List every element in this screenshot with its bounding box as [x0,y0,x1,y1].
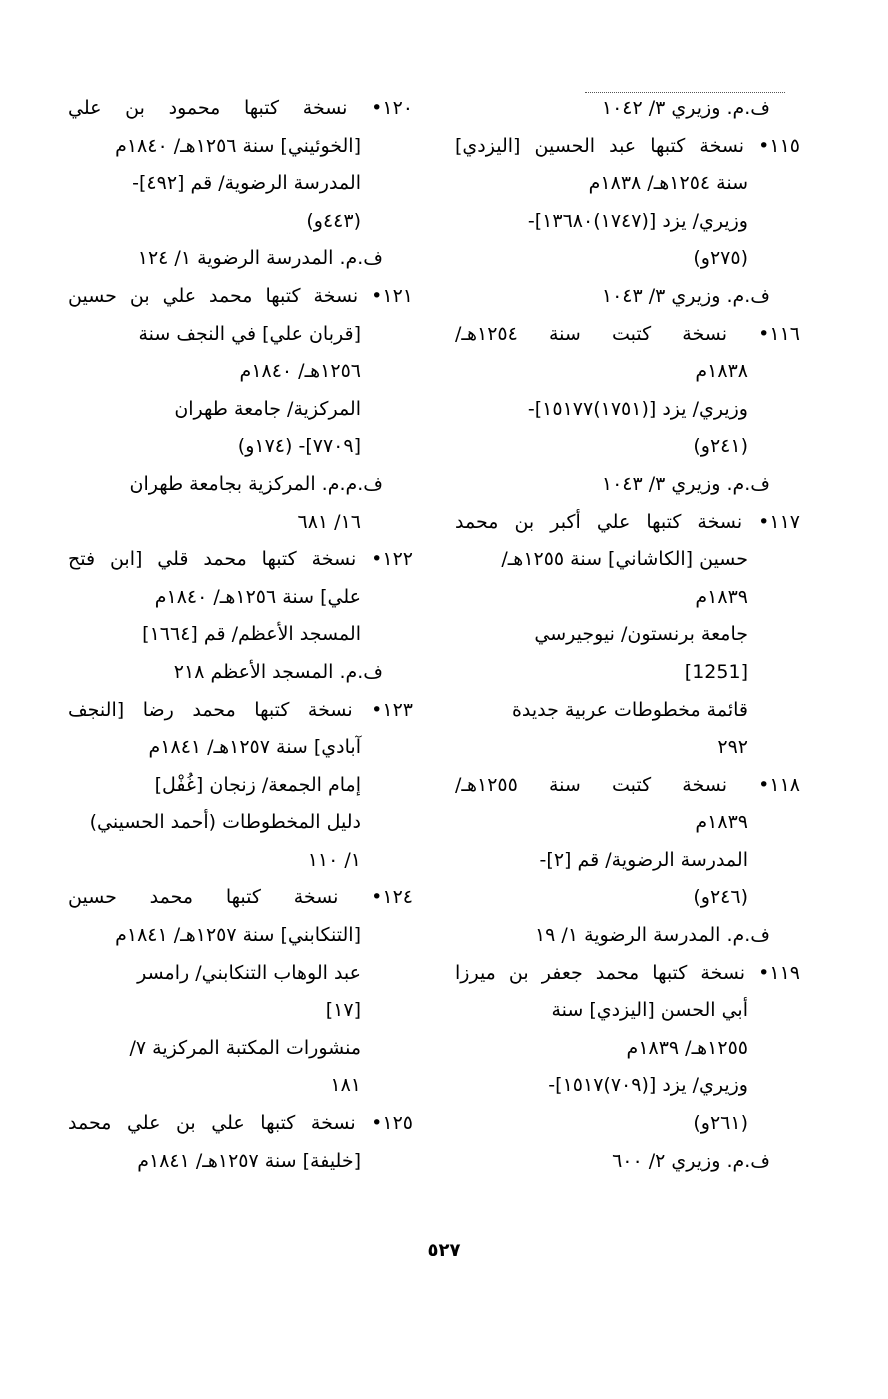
entry-detail-line: دليل المخطوطات (أحمد الحسيني) [89,811,361,834]
entry-detail-line: أبي الحسن [اليزدي] سنة [551,999,748,1022]
entry-detail-line: جامعة برنستون/ نيوجيرسي [534,623,748,646]
reference-line: ف.م. وزيري ٣/ ١٠٤٣ [601,284,770,307]
entry-heading-line: ١١٩• نسخة كتبها محمد جعفر بن ميرزا [455,961,800,984]
entry-detail-line: ١٨٣٨م [695,360,748,383]
reference-line: ف.م. المدرسة الرضوية ١/ ١٢٤ [137,247,383,270]
entry-heading-line: ١٢٠• نسخة كتبها محمود بن علي [68,97,413,119]
right-column [455,90,800,1180]
left-column [68,90,413,1180]
entry-heading-line: ١٢٤• نسخة كتبها محمد حسين [68,886,413,909]
reference-line: ف.م.م. المركزية بجامعة طهران [129,472,383,495]
entry-detail-line: ١٢٥٦هـ/ ١٨٤٠م [239,360,361,383]
reference-line: ف.م. وزيري ٣/ ١٠٤٢ [601,97,770,119]
entry-detail-line: ١٨٣٩م [695,811,748,834]
entry-detail-line: [1251] [684,660,748,683]
entry-detail-line: المركزية/ جامعة طهران [174,397,361,420]
entry-detail-line: (٢٦١و) [693,1112,748,1135]
entry-detail-line: (٢٧٥و) [693,247,748,270]
entry-detail-line: عبد الوهاب التنكابني/ رامسر [137,961,361,984]
entry-detail-line: المدرسة الرضوية/ قم [٤٩٢]- [132,172,361,195]
entry-heading-line: ١٢١• نسخة كتبها محمد علي بن حسين [68,284,413,307]
entry-heading-line: ١٢٣• نسخة كتبها محمد رضا [النجف [68,698,413,721]
entry-detail-line: ٢٩٢ [717,736,748,759]
entry-detail-line: ١٢٥٥هـ/ ١٨٣٩م [626,1036,748,1059]
reference-line: ف.م. وزيري ٢/ ٦٠٠ [612,1149,770,1172]
entry-detail-line: [خليفة] سنة ١٢٥٧هـ/ ١٨٤١م [137,1149,361,1172]
entry-detail-line: منشورات المكتبة المركزية ٧/ [129,1036,361,1059]
entry-detail-line: [قربان علي] في النجف سنة [138,322,361,345]
reference-line: ف.م. المسجد الأعظم ٢١٨ [173,660,383,683]
page-number: ٥٢٧ [427,1240,461,1261]
entry-detail-line: وزيري/ يزد [(١٧٤٧)١٣٦٨٠]- [527,209,748,232]
entry-heading-line: ١٢٢• نسخة كتبها محمد قلي [ابن فتح [68,548,413,571]
entry-detail-line: آبادي] سنة ١٢٥٧هـ/ ١٨٤١م [148,736,361,759]
entry-detail-line: إمام الجمعة/ زنجان [غُفْل] [154,773,361,796]
entry-detail-line: ١/ ١١٠ [307,848,361,871]
entry-detail-line: [٧٧٠٩]- (١٧٤و) [237,435,361,458]
entry-detail-line: ١٨١ [330,1074,361,1097]
entry-heading-line: ١١٦• نسخة كتبت سنة ١٢٥٤هـ/ [455,322,800,345]
entry-detail-line: المدرسة الرضوية/ قم [٢]- [539,848,748,871]
reference-line: ف.م. وزيري ٣/ ١٠٤٣ [601,472,770,495]
entry-detail-line: (٢٤٦و) [693,886,748,909]
entry-detail-line: ١٦/ ٦٨١ [297,510,361,533]
entry-detail-line: حسين [الكاشاني] سنة ١٢٥٥هـ/ [501,548,748,571]
entry-detail-line: [الخوئيني] سنة ١٢٥٦هـ/ ١٨٤٠م [115,134,361,157]
entry-detail-line: [١٧] [325,999,361,1022]
entry-detail-line: سنة ١٢٥٤هـ/ ١٨٣٨م [588,172,748,195]
entry-heading-line: ١١٥• نسخة كتبها عبد الحسين [اليزدي] [455,134,800,157]
entry-detail-line: [التنكابني] سنة ١٢٥٧هـ/ ١٨٤١م [115,924,361,947]
entry-heading-line: ١١٧• نسخة كتبها علي أكبر بن محمد [455,510,800,533]
entry-detail-line: وزيري/ يزد [(١٧٥١)١٥١٧٧]- [527,397,748,420]
entry-detail-line: (٤٤٣و) [306,209,361,232]
entry-detail-line: (٢٤١و) [693,435,748,458]
entry-detail-line: وزيري/ يزد [(٧٠٩)١٥١٧]- [548,1074,748,1097]
reference-line: ف.م. المدرسة الرضوية ١/ ١٩ [534,924,770,947]
entry-detail-line: علي] سنة ١٢٥٦هـ/ ١٨٤٠م [154,585,361,608]
entry-detail-line: المسجد الأعظم/ قم [١٦٦٤] [142,623,361,646]
entry-detail-line: قائمة مخطوطات عربية جديدة [511,698,748,721]
entry-heading-line: ١٢٥• نسخة كتبها علي بن علي محمد [68,1112,413,1135]
entry-detail-line: ١٨٣٩م [695,585,748,608]
entry-heading-line: ١١٨• نسخة كتبت سنة ١٢٥٥هـ/ [455,773,800,796]
